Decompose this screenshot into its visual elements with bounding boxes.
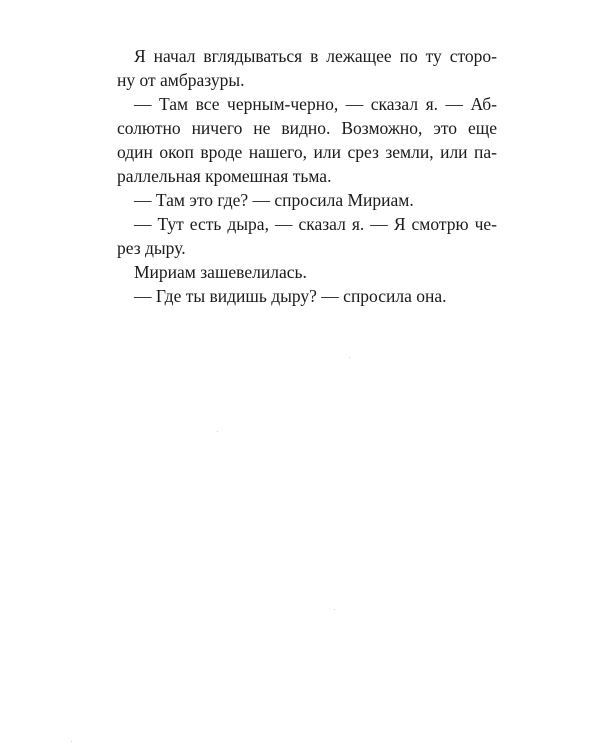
text-line: — Там это где? — спросила Мириам. [134, 190, 414, 210]
paper-speck [334, 609, 335, 610]
text-line: — Там все черным-черно, — сказал я. — Аб- [134, 94, 497, 114]
paper-speck [71, 741, 72, 742]
paper-speck [349, 357, 350, 358]
text-line: Я начал вглядываться в лежащее по ту сторо- [134, 46, 497, 66]
text-line: — Тут есть дыра, — сказал я. — Я смотрю че- [134, 214, 497, 234]
text-line: — Где ты видишь дыру? — спросила она. [134, 286, 447, 306]
text-line: Мириам зашевелилась. [134, 262, 307, 282]
text-line: раллельная кромешная тьма. [117, 166, 332, 186]
text-line: солютно ничего не видно. Возможно, это еще [117, 118, 497, 138]
text-line: один окоп вроде нашего, или срез земли, или па- [117, 142, 497, 162]
text-line: рез дыру. [117, 238, 186, 258]
paper-speck [217, 431, 218, 432]
text-line: ну от амбразуры. [117, 70, 245, 90]
